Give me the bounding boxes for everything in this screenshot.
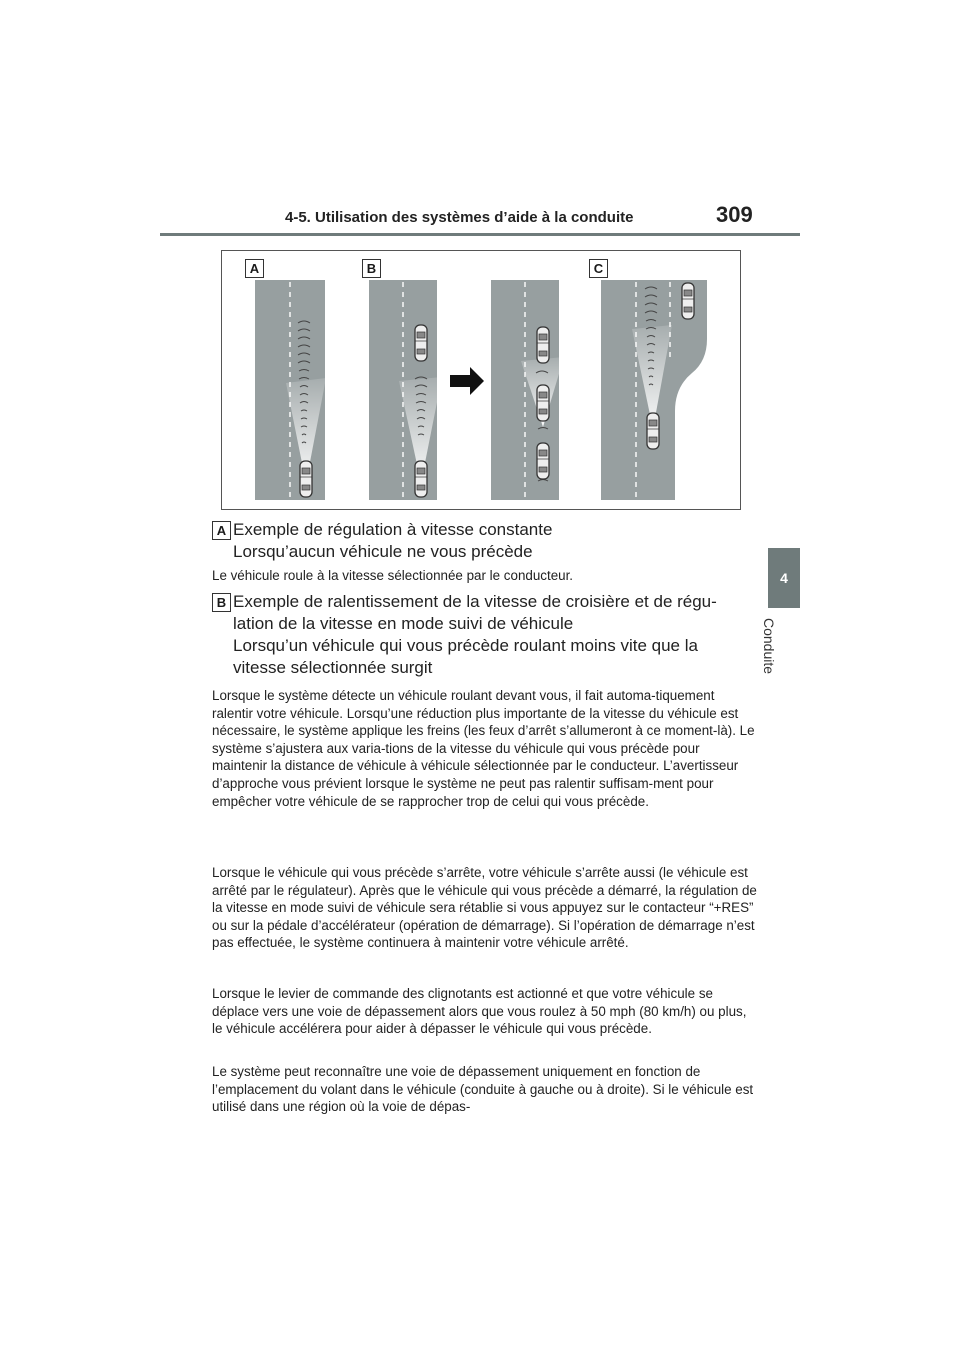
cruise-control-illustration	[221, 250, 741, 510]
section-b-paragraph-2: Lorsque le véhicule qui vous précède s’arrête, votre véhicule s’arrête aussi (le véhicule est arrêté par le régulateur). Après que le véhicule qui vous précède a démarré, la régulation de la vitesse en mode suivi de véhicule sera rétablie si vous appuyez sur le contacteur “+RES” ou sur la pédale d’accélérateur (opération de démarrage). Si l’opération de démarrage n’est pas effectuée, le système continuera à maintenir votre véhicule arrêté.	[212, 865, 757, 951]
chapter-tab	[768, 548, 800, 608]
lead-car-b	[415, 325, 427, 361]
chapter-number: 4	[780, 570, 788, 586]
chapter-label-text: Conduite	[761, 618, 777, 675]
figure-label-b: B	[362, 259, 381, 278]
section-b-paragraph-3: Lorsque le levier de commande des clignotants est actionné et que votre véhicule se déplace vers une voie de dépassement alors que vous roulez à 50 mph (80 km/h) ou plus, le véhicule accélérera pour aider à dépasser le véhicule qui vous précède.	[212, 986, 747, 1037]
section-title: 4-5. Utilisation des systèmes d’aide à la conduite	[285, 209, 634, 226]
section-b-title-line4: vitesse sélectionnée surgit	[233, 658, 433, 677]
section-b-title	[233, 591, 753, 679]
own-car-b	[415, 461, 427, 497]
lead-car-b2	[537, 327, 549, 363]
lead-car-c	[682, 283, 694, 319]
section-b-label: B	[212, 593, 231, 612]
section-b-title-line2: lation de la vitesse en mode suivi de véhicule	[233, 614, 574, 633]
page-number: 309	[716, 202, 753, 227]
section-a-body: Le véhicule roule à la vitesse sélectionnée par le conducteur.	[212, 568, 574, 583]
chapter-label	[761, 618, 795, 698]
section-b-paragraph-4: Le système peut reconnaître une voie de dépassement uniquement en fonction de l’emplacement du volant dans le véhicule (conduite à gauche ou à droite). Si le véhicule est utilisé dans une région où la voie de dépas-	[212, 1064, 754, 1115]
road-diagram	[222, 251, 740, 509]
section-b-title-line3: Lorsqu’un véhicule qui vous précède roulant moins vite que la	[233, 636, 698, 655]
own-car-c	[647, 413, 659, 449]
figure-label-c: C	[589, 259, 608, 278]
header-divider	[160, 233, 800, 236]
arrow-icon	[450, 367, 484, 395]
figure-label-a: A	[245, 259, 264, 278]
own-car-b2-top	[537, 385, 549, 421]
section-b-paragraph-1: Lorsque le système détecte un véhicule roulant devant vous, il fait automa-tiquement ralentir votre véhicule. Lorsqu’une réduction plus importante de la vitesse du véhicule est nécessaire, le système applique les freins (les feux d’arrêt s’allumeront à ce moment-là). Le système s’ajustera aux varia-tions de la vitesse du véhicule qui vous précède pour maintenir la distance de véhicule à véhicule sélectionnée par le conducteur. L’avertisseur d’approche vous prévient lorsque le système ne peut pas ralentir suffisam-ment pour empêcher votre véhicule de se rapprocher trop de celui qui vous précède.	[212, 688, 755, 809]
own-car-b2	[537, 443, 549, 479]
section-a-label: A	[212, 521, 231, 540]
section-a-title	[233, 519, 753, 563]
section-a-title-line1: Exemple de régulation à vitesse constante	[233, 520, 553, 539]
section-b-title-line1: Exemple de ralentissement de la vitesse de croisière et de régu-	[233, 592, 717, 611]
own-car-a	[300, 461, 312, 497]
section-a-title-line2: Lorsqu’aucun véhicule ne vous précède	[233, 542, 533, 561]
